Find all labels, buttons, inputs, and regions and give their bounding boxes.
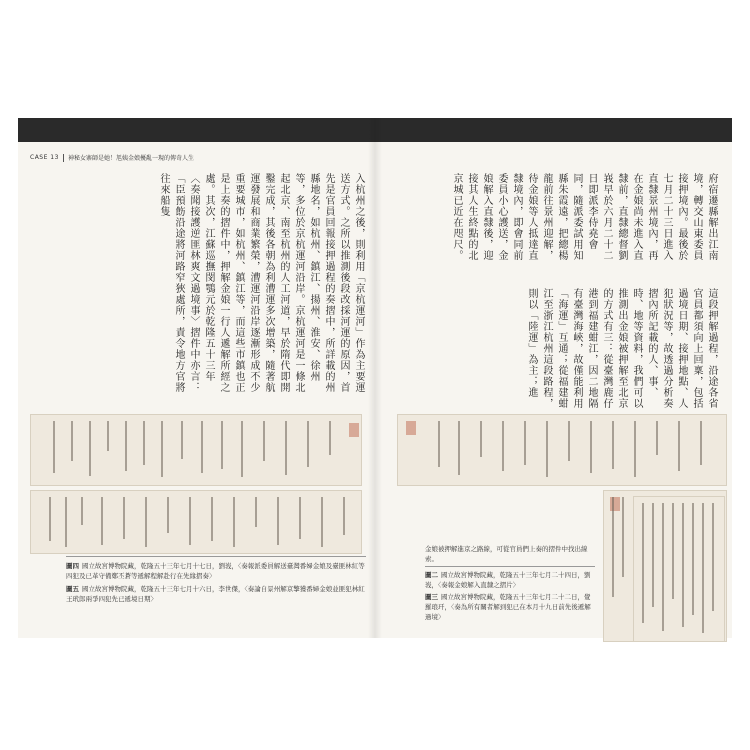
figure-4-label: 圖四 bbox=[66, 562, 79, 570]
figure-5-label: 圖五 bbox=[66, 585, 79, 593]
figure-5-caption bbox=[66, 584, 366, 604]
left-page bbox=[18, 118, 375, 638]
figure-2-text: 國立故宮博物院藏，乾隆五十三年七月二十四日，劉峩，〈奏報金娘解入直隸之摺片〉 bbox=[425, 571, 591, 589]
figure-5-document-image bbox=[30, 490, 362, 554]
figure-4-document-image bbox=[30, 414, 362, 486]
caption-rule bbox=[66, 556, 366, 557]
book-gutter-shadow bbox=[368, 118, 382, 638]
left-vertical-text: 入杭州之後，則利用「京杭運河」作為主要運送方式。之所以推測後段改採河運的原因，首先是官員回報接押過程的奏摺中，所詳載的州縣地名，如杭州、鎮江、揚州、淮安、徐州等，多位於京杭運河沿岸。京杭運河是一條北起北京、南至杭州的人工河道，早於隋代即開鑿完成，其後各朝為利漕運多次增築，隨著航運發展和商業繁榮，漕運河沿岸逐漸形成不少重要城市，如杭州、鎮江等，而這些市鎮也正是上奏的摺件中，押解金娘一行人遞解所經之處。其次，江蘇巡撫閔鶚元於乾隆五十三年〈奏聞接護逆匪林爽文過境事〉摺件中亦言：「臣預飭沿途將河路窄狹處所，責令地方官將往來船隻 bbox=[158, 173, 364, 393]
figure-4-text: 國立故宮博物院藏，乾隆五十三年七月十七日，劉峩，〈奏報派委員解送臺灣番婦金娘及臺匪林紅等四犯及已革守備鄭丕蒼等遞解程解赴行在先緣摺奏〉 bbox=[66, 562, 365, 580]
figure-3-label: 圖三 bbox=[425, 593, 438, 601]
case-label: CASE 13 bbox=[30, 154, 59, 161]
figure-2-document-image bbox=[397, 414, 727, 486]
figure-3-caption bbox=[425, 592, 595, 622]
header-divider bbox=[63, 154, 64, 162]
right-vertical-text-bottom: 這段押解過程，沿途各省官員都須向上回稟，包括過境日期、接押地點、人犯狀況等，故透過分析奏摺內所記載的人、事、時、地等資料，我們可以推測出金娘被押解至北京的方式有三：從臺灣鹿仔港到福建蚶江，因二地隔有臺灣海峽，故僅能利用「海運」互通；從福建蚶江至浙江杭州這段路程，則以「陸運」為主；進 bbox=[526, 288, 717, 409]
running-header bbox=[30, 153, 194, 162]
book-spread bbox=[18, 118, 732, 638]
right-page-top-band bbox=[375, 118, 732, 142]
figure-3-text: 國立故宮博物院藏，乾隆五十三年七月二十二日，覺羅琅玕，〈奏為所有關者解到犯已在本月十九日前先後遞解過境〉 bbox=[425, 593, 591, 621]
caption-rule bbox=[425, 566, 595, 567]
figure-2-caption bbox=[425, 570, 595, 590]
right-vertical-text-top: 府宿遷縣解出江南境，轉交山東委員接押境內。最後於七月二十三日進入直隸景州境內，再在金娘尚未進入直隸前，直隸總督劉峩早於六月二十二日即派李侍堯會同，隨派委試用知縣朱霞遠，把總楊龍前往景州迎解，待金娘等人抵達直隸境內，即會同前委員小心護送，金娘解入直隸後，迎接其人生終點的北京城已近在咫尺。 bbox=[451, 173, 717, 261]
right-page bbox=[375, 118, 732, 638]
left-page-top-band bbox=[18, 118, 375, 142]
right-caption-intro: 金娘被押解進京之路線，可從官員們上奏的摺件中找出線索。 bbox=[425, 545, 588, 563]
figure-2-label: 圖二 bbox=[425, 571, 438, 579]
figure-3-document-image bbox=[633, 496, 725, 642]
figure-4-caption bbox=[66, 561, 366, 581]
chapter-title: 神秘女寨師是她！尪姨金娘擾亂一現的傳奇人生 bbox=[67, 155, 194, 162]
figure-5-text: 國立故宮博物院藏，乾隆五十三年七月十六日，李世傑，〈奏論自景州解京擎獲番婦金娘並匪犯林紅王玳郎兩爭四犯先已遞境日期〉 bbox=[66, 585, 365, 603]
document-seal-mark bbox=[349, 423, 359, 437]
document-seal-mark bbox=[406, 421, 416, 435]
